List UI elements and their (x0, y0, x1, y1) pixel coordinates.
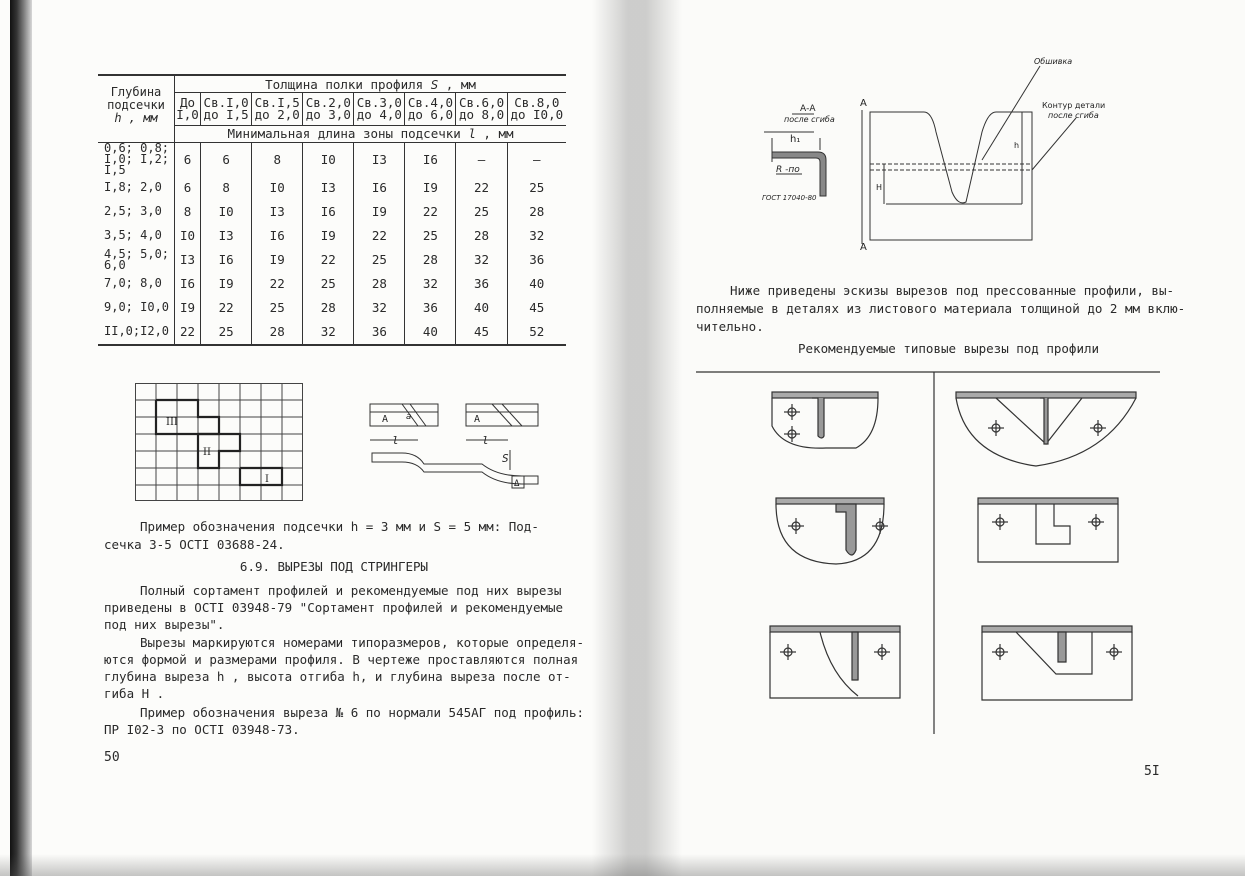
dimension-h-big: H (876, 183, 883, 192)
value-cell: I0 (201, 200, 252, 224)
section-marker-top: А (860, 98, 867, 109)
value-cell: I6 (175, 272, 201, 296)
skin-cutout-diagram (862, 52, 1112, 252)
table-row (98, 272, 566, 296)
section-a-a-sketch (762, 100, 852, 210)
col-header: До I,0 (175, 93, 201, 126)
sketch-label-l1: l (392, 434, 399, 447)
para1-line: приведены в ОСТI 03948-79 "Сортамент профилей и рекомендуемые (104, 600, 564, 615)
value-cell: 25 (201, 320, 252, 345)
section-marker-bottom: А (860, 242, 867, 253)
value-cell: 22 (354, 224, 405, 248)
bottom-shadow (0, 854, 1245, 876)
value-cell: 28 (354, 272, 405, 296)
table-row (98, 296, 566, 320)
value-cell: 36 (405, 296, 456, 320)
value-cell: I0 (252, 176, 303, 200)
value-cell: 36 (507, 248, 566, 272)
right-para-line: чительно. (696, 319, 764, 334)
value-cell: 25 (456, 200, 507, 224)
value-cell: I6 (201, 248, 252, 272)
para1-line: Полный сортамент профилей и рекомендуемые под них вырезы (140, 583, 562, 598)
value-cell: 32 (456, 248, 507, 272)
length-header: Минимальная длина зоны подсечки (227, 126, 461, 141)
book-binding-edge (10, 0, 32, 876)
value-cell: 25 (303, 272, 354, 296)
value-cell: 25 (354, 248, 405, 272)
col-header: Св.3,0 до 4,0 (354, 93, 405, 126)
table-row (98, 320, 566, 345)
value-cell: I3 (303, 176, 354, 200)
depth-cell: 0,6; 0,8; I,0; I,2; I,5 (104, 140, 170, 177)
value-cell: 25 (507, 176, 566, 200)
value-cell: 28 (456, 224, 507, 248)
cutout-sketches (696, 366, 1166, 738)
cutouts-caption: Рекомендуемые типовые вырезы под профили (798, 341, 1100, 356)
col-header: Св.I,5 до 2,0 (252, 93, 303, 126)
example-line-2: сечка 3-5 ОСТI 03688-24. (104, 537, 285, 552)
col-header: Св.4,0 до 6,0 (405, 93, 456, 126)
value-cell: 32 (354, 296, 405, 320)
value-cell: I6 (405, 142, 456, 176)
value-cell: 22 (405, 200, 456, 224)
depth-cell: 3,5; 4,0 (104, 228, 162, 242)
table-row (98, 176, 566, 200)
table-row (98, 142, 566, 176)
value-cell: 28 (405, 248, 456, 272)
length-unit: , мм (483, 126, 514, 141)
value-cell: 22 (303, 248, 354, 272)
value-cell: I0 (175, 224, 201, 248)
value-cell: 32 (303, 320, 354, 345)
col-header: Св.I,0 до I,5 (201, 93, 252, 126)
value-cell: 40 (405, 320, 456, 345)
para3-line: Пример обозначения выреза № 6 по нормали 545АГ под профиль: (140, 705, 585, 720)
col-header: Св.6,0 до 8,0 (456, 93, 507, 126)
gost-label: ГОСТ 17040-80 (762, 194, 817, 202)
cutout-sketch-6 (982, 626, 1132, 700)
para2-line: глубина выреза h , высота отгиба h, и глубина выреза после от- (104, 669, 571, 684)
sketch-label-delta: Δ (514, 479, 520, 489)
depth-cell: 9,0; I0,0 (104, 300, 170, 314)
value-cell: 22 (456, 176, 507, 200)
value-cell: I9 (303, 224, 354, 248)
value-cell: I9 (175, 296, 201, 320)
value-cell: 28 (252, 320, 303, 345)
depth-cell: II,0;I2,0 (98, 320, 175, 345)
value-cell: I9 (252, 248, 303, 272)
table-row (98, 200, 566, 224)
value-cell: 52 (507, 320, 566, 345)
value-cell: I6 (354, 176, 405, 200)
value-cell: 32 (507, 224, 566, 248)
after-bend-label: после сгиба (784, 115, 835, 124)
left-page (0, 0, 622, 876)
depth-cell: 7,0; 8,0 (104, 276, 162, 290)
value-cell: 6 (175, 176, 201, 200)
value-cell: I6 (303, 200, 354, 224)
value-cell: I3 (354, 142, 405, 176)
value-cell: I9 (354, 200, 405, 224)
grid-label-iii: III (166, 417, 178, 428)
cutout-sketch-2 (956, 392, 1136, 466)
value-cell: I6 (252, 224, 303, 248)
value-cell: 22 (252, 272, 303, 296)
right-para-line: Ниже приведены эскизы вырезов под прессованные профили, вы- (730, 283, 1175, 298)
col-header: Св.2,0 до 3,0 (303, 93, 354, 126)
depth-cell: 4,5; 5,0; 6,0 (104, 246, 170, 272)
thickness-header: Толщина полки профиля (265, 76, 424, 92)
table-body (98, 142, 566, 345)
skin-label: Обшивка (1034, 57, 1073, 66)
contour-label-1: Контур детали (1042, 101, 1106, 110)
page-number-right: 5I (1144, 764, 1160, 779)
sketch-label-s: S (502, 452, 509, 465)
value-cell: 6 (201, 142, 252, 176)
thickness-symbol: S (430, 76, 439, 92)
value-cell: I9 (201, 272, 252, 296)
example-line-1: Пример обозначения подсечки h = 3 мм и S = 5 мм: Под- (140, 519, 539, 534)
sketch-label-a2: А (474, 414, 481, 425)
para2-line: Вырезы маркируются номерами типоразмеров, которые определя- (140, 635, 585, 650)
right-para-line: полняемые в деталях из листового материала толщиной до 2 мм вклю- (696, 301, 1186, 316)
value-cell: 40 (456, 296, 507, 320)
value-cell: – (507, 142, 566, 176)
cutout-sketch-4 (978, 498, 1118, 562)
value-cell: I3 (201, 224, 252, 248)
value-cell: 28 (303, 296, 354, 320)
depth-cell: I,8; 2,0 (104, 180, 162, 194)
value-cell: 8 (252, 142, 303, 176)
sketch-label-a1: А (382, 414, 389, 425)
depth-cell: 2,5; 3,0 (104, 204, 162, 218)
value-cell: 36 (456, 272, 507, 296)
para3-line: ПР I02-3 по ОСТI 03948-73. (104, 722, 300, 737)
page-number-left: 50 (104, 750, 120, 765)
value-cell: I3 (175, 248, 201, 272)
para1-line: под них вырезы". (104, 617, 225, 632)
sketch-label-a: a (406, 412, 412, 422)
depth-unit: h , мм (114, 111, 158, 125)
value-cell: 28 (507, 200, 566, 224)
right-page (622, 0, 1245, 876)
value-cell: 45 (507, 296, 566, 320)
sketch-label-l2: l (482, 434, 489, 447)
contour-label-2: после сгиба (1048, 111, 1099, 120)
grid-label-ii: II (203, 447, 211, 458)
value-cell: 8 (175, 200, 201, 224)
radius-label: R -по (776, 165, 800, 175)
thickness-unit: , мм (445, 76, 476, 92)
value-cell: 22 (175, 320, 201, 345)
table-row (98, 224, 566, 248)
value-cell: 45 (456, 320, 507, 345)
table-row (98, 248, 566, 272)
section-title: 6.9. ВЫРЕЗЫ ПОД СТРИНГЕРЫ (239, 559, 429, 574)
section-label: А-А (800, 104, 816, 114)
dimension-h-small: h (1014, 141, 1020, 150)
depth-header: Глубина подсечки (107, 85, 165, 112)
grid-label-i: I (265, 474, 269, 485)
value-cell: I3 (252, 200, 303, 224)
value-cell: I9 (405, 176, 456, 200)
para2-line: гиба H . (104, 686, 165, 701)
value-cell: 8 (201, 176, 252, 200)
joggle-sketch (362, 398, 542, 498)
value-cell: 40 (507, 272, 566, 296)
col-header: Св.8,0 до I0,0 (507, 93, 566, 126)
length-symbol: l (468, 126, 476, 141)
value-cell: – (456, 142, 507, 176)
cutout-depth-table (98, 74, 566, 346)
value-cell: 22 (201, 296, 252, 320)
value-cell: I0 (303, 142, 354, 176)
cutting-grid-diagram (135, 383, 305, 503)
value-cell: 25 (252, 296, 303, 320)
para2-line: ются формой и размерами профиля. В чертеже проставляются полная (104, 652, 579, 667)
value-cell: 32 (405, 272, 456, 296)
cutout-sketch-1 (772, 392, 878, 448)
value-cell: 6 (175, 142, 201, 176)
cutout-sketch-3 (776, 498, 888, 564)
value-cell: 25 (405, 224, 456, 248)
cutout-sketch-5 (770, 626, 900, 698)
value-cell: 36 (354, 320, 405, 345)
h1-label: h₁ (790, 134, 801, 145)
